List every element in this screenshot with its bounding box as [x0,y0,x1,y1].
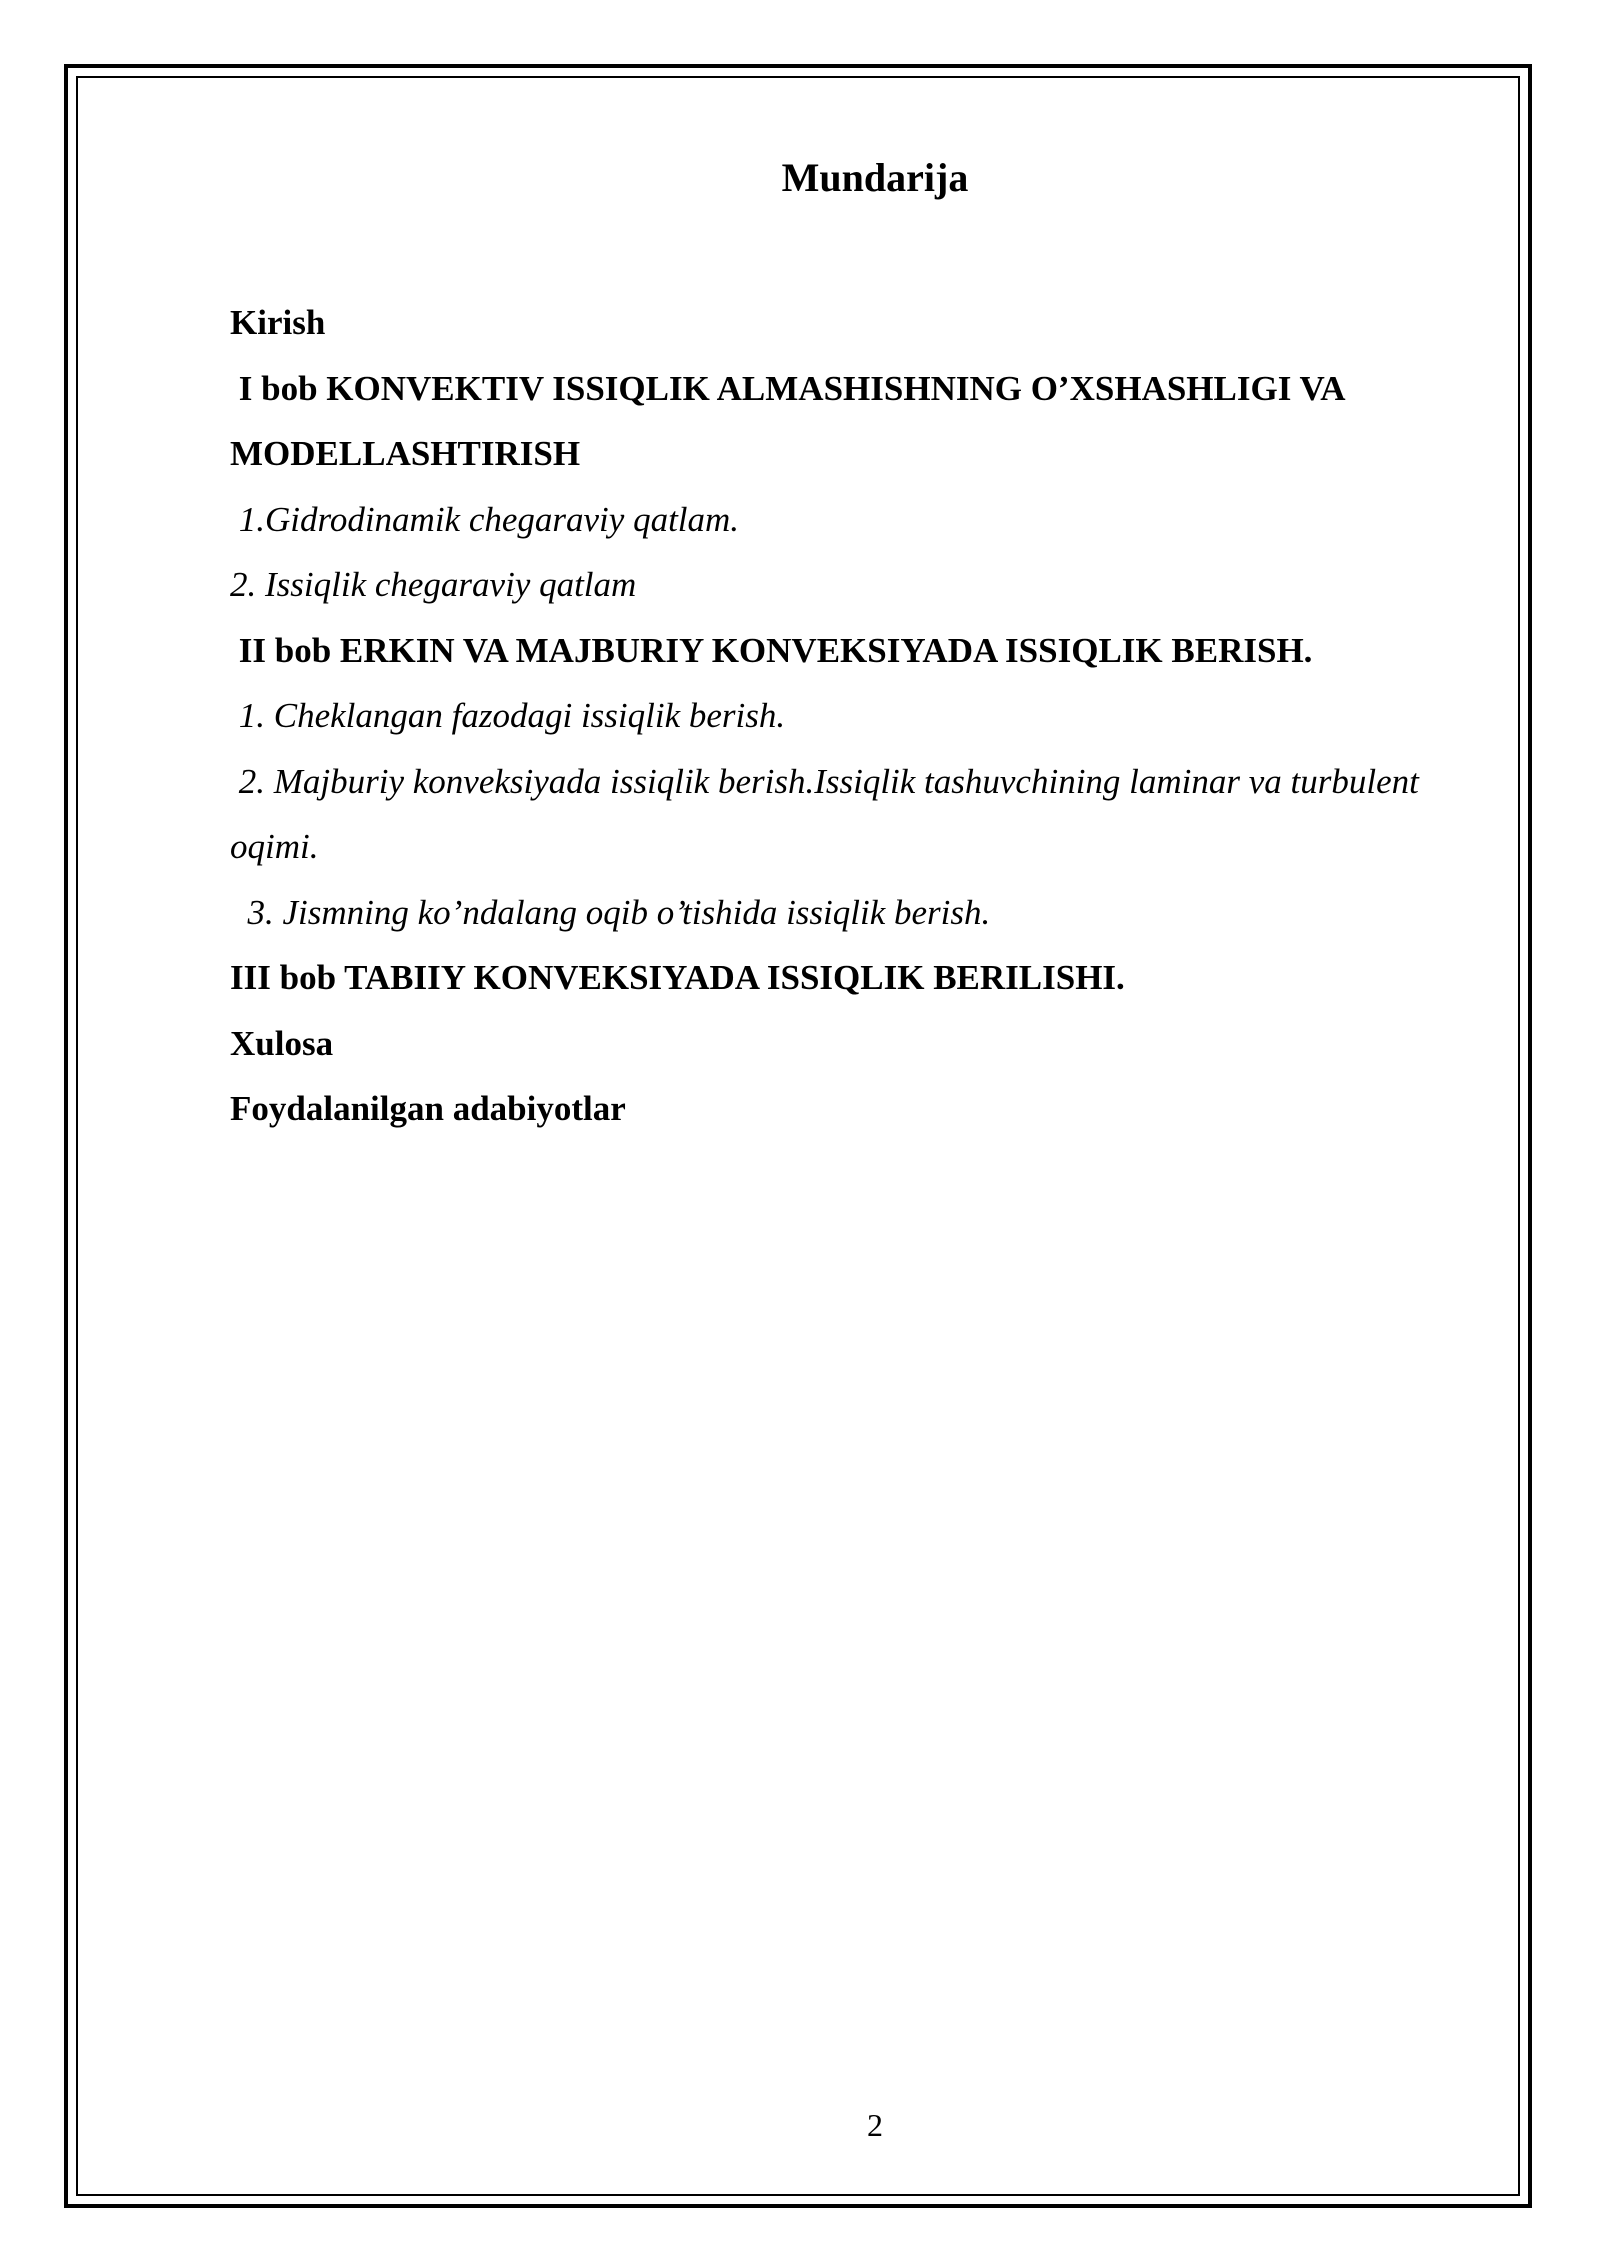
toc-entry-section-2-1: 1. Cheklangan fazodagi issiqlik berish. [230,696,786,735]
toc-entry-chapter-1-heading: I bob KONVEKTIV ISSIQLIK ALMASHISHNING O’XSHASHLIGI VA [230,368,1346,408]
toc-entry-section-2-2-cont: oqimi. [230,827,319,866]
page-title: Mundarija [781,155,969,200]
toc-entry-references: Foydalanilgan adabiyotlar [230,1089,626,1128]
toc-entry-section-2-3: 3. Jismning ko’ndalang oqib o’tishida issiqlik berish. [230,892,991,932]
toc-entry-section-1-2: 2. Issiqlik chegaraviy qatlam [230,565,637,604]
table-of-contents [230,290,1560,1142]
toc-entry-chapter-1-heading-cont: MODELLASHTIRISH [230,434,581,473]
toc-entry-chapter-3-heading: III bob TABIIY KONVEKSIYADA ISSIQLIK BERILISHI. [230,958,1125,997]
toc-entry-introduction: Kirish [230,303,326,342]
toc-entry-chapter-2-heading: II bob ERKIN VA MAJBURIY KONVEKSIYADA ISSIQLIK BERISH. [230,630,1313,670]
page-number: 2 [867,2107,883,2143]
toc-entry-section-2-2: 2. Majburiy konveksiyada issiqlik berish.Issiqlik tashuvchining laminar va turbulent [230,761,1419,801]
toc-entry-conclusion: Xulosa [230,1023,334,1063]
toc-entry-section-1-1: 1.Gidrodinamik chegaraviy qatlam. [230,499,740,539]
